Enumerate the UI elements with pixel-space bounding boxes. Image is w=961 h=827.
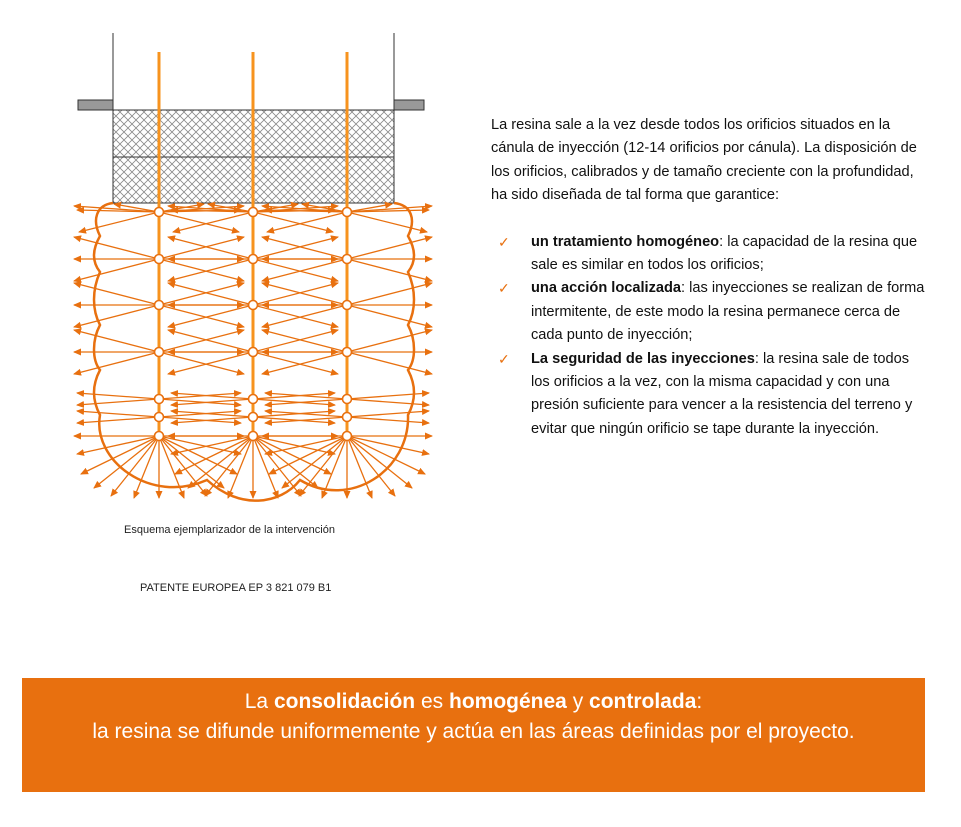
injection-point	[155, 348, 164, 357]
resin-flow-arrow	[253, 411, 335, 417]
resin-flow-arrow	[267, 212, 347, 232]
checkmark-icon: ✓	[498, 233, 510, 250]
resin-flow-arrow	[171, 399, 253, 405]
resin-flow-arrow	[74, 259, 159, 281]
bullet-title: una acción localizada	[531, 280, 682, 297]
resin-flow-arrow	[253, 352, 338, 374]
resin-flow-arrow	[173, 212, 253, 232]
resin-flow-arrow	[253, 399, 335, 405]
resin-flow-arrow	[74, 283, 159, 305]
resin-flow-arrow	[253, 417, 335, 423]
resin-flow-arrow	[168, 352, 253, 374]
resin-flow-arrow	[265, 399, 347, 405]
resin-flow-arrow	[168, 330, 253, 352]
resin-flow-arrow	[347, 399, 429, 405]
resin-flow-arrow	[168, 237, 253, 259]
injection-point	[249, 395, 258, 404]
resin-flow-arrow	[159, 259, 244, 281]
resin-flow-arrow	[262, 283, 347, 305]
banner-bold: homogénea	[449, 690, 567, 713]
resin-flow-arrow	[171, 411, 253, 417]
resin-flow-arrow	[77, 417, 159, 423]
resin-flow-arrow	[253, 330, 338, 352]
injection-point	[249, 413, 258, 422]
benefit-list	[491, 231, 931, 442]
resin-flow-arrow	[188, 436, 253, 488]
resin-flow-arrow	[253, 305, 338, 327]
resin-flow-arrow	[262, 330, 347, 352]
banner-text: es	[415, 690, 449, 713]
resin-flow-arrow	[159, 212, 239, 232]
banner-bold: consolidación	[273, 690, 416, 713]
resin-flow-arrow	[262, 237, 347, 259]
injection-point	[155, 208, 164, 217]
injection-point	[343, 348, 352, 357]
list-item	[491, 231, 931, 278]
resin-flow-arrow	[262, 305, 347, 327]
resin-flow-arrow	[262, 259, 347, 281]
resin-flow-arrow	[347, 352, 432, 374]
injection-point	[155, 413, 164, 422]
resin-flow-arrow	[159, 411, 241, 417]
resin-flow-arrow	[347, 393, 429, 399]
checkmark-icon: ✓	[498, 350, 510, 367]
injection-point	[155, 395, 164, 404]
bullet-text: : la capacidad de la resina que sale es similar en todos los orificios;	[531, 233, 918, 274]
resin-flow-arrow	[265, 417, 347, 423]
resin-flow-arrow	[253, 212, 333, 232]
resin-flow-arrow	[347, 411, 429, 417]
injection-scheme-diagram	[0, 0, 470, 520]
injection-point	[249, 208, 258, 217]
resin-flow-arrow	[168, 283, 253, 305]
resin-flow-arrow	[347, 212, 427, 232]
resin-flow-arrow	[265, 393, 347, 399]
bullet-text: : las inyecciones se realizan de forma intermitente, de este modo la resina permanece cerca de cada punto de inyección;	[531, 280, 925, 344]
resin-flow-arrow	[77, 399, 159, 405]
injection-point	[343, 208, 352, 217]
resin-flow-arrow	[347, 330, 432, 352]
summary-banner	[22, 678, 925, 792]
resin-flow-arrow	[347, 283, 432, 305]
resin-flow-arrow	[159, 393, 241, 399]
resin-flow-arrow	[77, 411, 159, 417]
resin-flow-arrow	[159, 352, 244, 374]
resin-flow-arrow	[347, 417, 429, 423]
injection-point	[343, 413, 352, 422]
injection-point	[249, 432, 258, 441]
injection-point	[155, 301, 164, 310]
resin-flow-arrow	[168, 259, 253, 281]
resin-flow-arrow	[262, 352, 347, 374]
injection-point	[155, 255, 164, 264]
resin-flow-arrow	[74, 237, 159, 259]
injection-point	[343, 432, 352, 441]
banner-line-2: la resina se difunde uniformemente y actúa en las áreas definidas por el proyecto.	[92, 720, 855, 743]
resin-flow-arrow	[253, 283, 338, 305]
intro-paragraph: La resina sale a la vez desde todos los orificios situados en la cánula de inyección (12-14 orificios por cánula). La disposición de los orificios, calibrados y de tamaño creciente con la profundidad, ha sido diseñada de tal forma que garantice:	[491, 117, 917, 204]
banner-text: :	[696, 690, 703, 713]
resin-flow-arrow	[168, 305, 253, 327]
resin-flow-arrow	[74, 330, 159, 352]
resin-flow-arrow	[159, 283, 244, 305]
resin-flow-arrow	[159, 399, 241, 405]
resin-flow-arrow	[159, 436, 224, 488]
resin-flow-arrow	[159, 417, 241, 423]
bullet-title: La seguridad de las inyecciones	[531, 350, 755, 367]
injection-point	[249, 301, 258, 310]
list-item	[491, 277, 931, 347]
resin-flow-arrow	[79, 212, 159, 232]
patent-number: PATENTE EUROPEA EP 3 821 079 B1	[140, 582, 332, 594]
injection-point	[249, 255, 258, 264]
resin-flow-arrow	[74, 305, 159, 327]
injection-point	[155, 432, 164, 441]
resin-flow-arrow	[159, 305, 244, 327]
resin-flow-arrow	[253, 237, 338, 259]
resin-flow-arrow	[253, 259, 338, 281]
list-item	[491, 348, 931, 442]
resin-flow-arrow	[171, 393, 253, 399]
resin-flow-arrow	[347, 259, 432, 281]
resin-flow-arrow	[159, 237, 244, 259]
injection-point	[343, 301, 352, 310]
resin-flow-arrow	[159, 330, 244, 352]
resin-flow-arrow	[253, 436, 318, 488]
injection-point	[343, 395, 352, 404]
banner-line-1	[22, 687, 925, 717]
resin-flow-arrow	[265, 411, 347, 417]
injection-point	[249, 348, 258, 357]
ground-slab-left	[78, 100, 113, 110]
checkmark-icon: ✓	[498, 280, 510, 297]
diagram-caption: Esquema ejemplarizador de la intervención	[124, 524, 335, 536]
bullet-title: un tratamiento homogéneo	[531, 233, 720, 250]
resin-flow-arrow	[74, 352, 159, 374]
description-text	[491, 114, 931, 441]
bullet-text: : la resina sale de todos los orificios a la vez, con la misma capacidad y con una presión suficiente para vencer a la resistencia del terreno y evitar que ningún orificio se tape durante la inyección.	[531, 350, 913, 437]
injection-point	[343, 255, 352, 264]
banner-text: La	[244, 690, 274, 713]
banner-bold: controlada	[589, 690, 697, 713]
resin-flow-arrow	[347, 305, 432, 327]
resin-flow-arrow	[77, 393, 159, 399]
resin-flow-arrow	[282, 436, 347, 488]
resin-flow-arrow	[253, 393, 335, 399]
banner-text: y	[566, 690, 590, 713]
resin-flow-arrow	[171, 417, 253, 423]
resin-flow-arrow	[347, 237, 432, 259]
ground-slab-right	[394, 100, 424, 110]
